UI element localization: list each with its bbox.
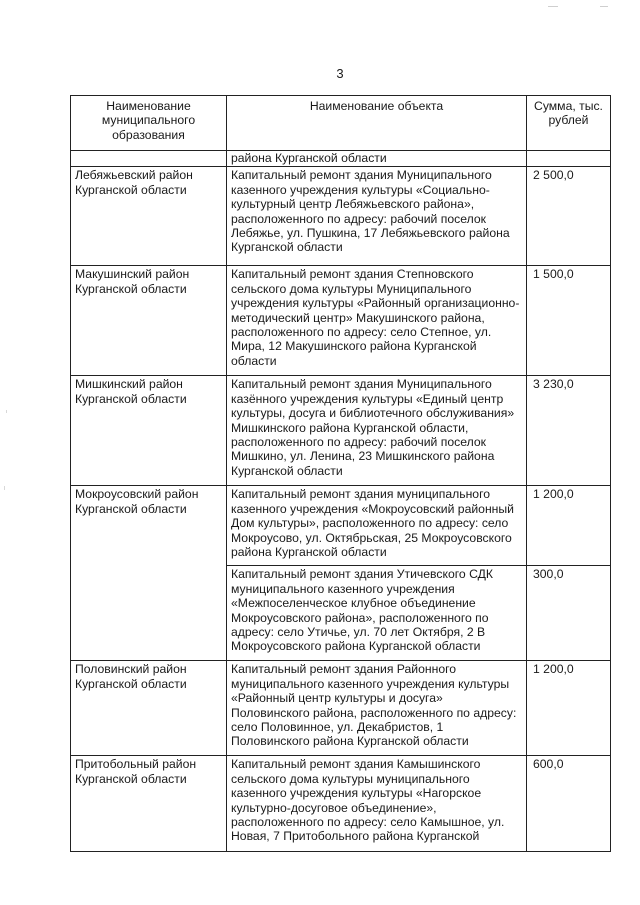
cell-sum: 2 500,0 [527,167,611,266]
table-row [71,151,611,167]
cell-object: Капитальный ремонт здания муниципального казенного учреждения «Мокроусовский районный Дом культуры», расположенного по адресу: село Мокроусово, ул. Октябрьская, 25 Мокроусовского района Курганской области [227,486,527,566]
scan-mark [600,6,608,7]
cell-sum [527,151,611,167]
table-row [71,486,611,566]
cell-sum: 300,0 [527,566,611,661]
header-sum: Сумма, тыс. рублей [527,96,611,151]
cell-municipality: Лебяжьевский район Курганской области [71,167,227,266]
cell-sum: 600,0 [527,756,611,852]
cell-object: Капитальный ремонт здания Районного муниципального казенного учреждения культуры «Районный центр культуры и досуга» Половинского района, расположенного по адресу: село Половинное, ул. Декабристов, 1 Половинского района Курганской области [227,661,527,756]
cell-object: Капитальный ремонт здания Степновского сельского дома культуры Муниципального учреждения культуры «Районный организационно-методический центр» Макушинского района, расположенного по адресу: село Степное, ул. Мира, 12 Макушинского района Курганской области [227,266,527,376]
cell-object: Капитальный ремонт здания Утичевского СДК муниципального казенного учреждения «Межпоселенческое клубное объединение Мокроусовского района», расположенного по адресу: село Утичье, ул. 70 лет Октября, 2 В Мокроусовского района Курганской области [227,566,527,661]
scan-mark [4,486,5,490]
cell-sum: 1 200,0 [527,486,611,566]
table-row [71,661,611,756]
scan-mark [548,6,558,7]
cell-sum: 3 230,0 [527,376,611,486]
page-number: 3 [336,66,344,81]
table-row [71,756,611,852]
cell-object: Капитальный ремонт здания Муниципального казённого учреждения культуры «Единый центр культуры, досуга и библиотечного обслуживания» Мишкинского района Курганской области, расположенного по адресу: рабочий поселок Мишкино, ул. Ленина, 23 Мишкинского района Курганской области [227,376,527,486]
cell-municipality [71,151,227,167]
cell-sum: 1 500,0 [527,266,611,376]
table-row [71,376,611,486]
cell-sum: 1 200,0 [527,661,611,756]
cell-municipality: Мокроусовский район Курганской области [71,486,227,661]
cell-municipality: Макушинский район Курганской области [71,266,227,376]
cell-object: Капитальный ремонт здания Камышинского сельского дома культуры муниципального казенного учреждения культуры «Нагорское культурно-досуговое объединение», расположенного по адресу: село Камышное, ул. Новая, 7 Притобольного района Курганской [227,756,527,852]
scan-mark [6,410,7,413]
cell-object: района Курганской области [227,151,527,167]
table-row [71,266,611,376]
table-row [71,167,611,266]
cell-municipality: Мишкинский район Курганской области [71,376,227,486]
cell-municipality: Притобольный район Курганской области [71,756,227,852]
table-header-row [71,96,611,151]
header-municipality: Наименование муниципального образования [71,96,227,151]
header-object: Наименование объекта [227,96,527,151]
cell-municipality: Половинский район Курганской области [71,661,227,756]
funding-table [70,95,611,852]
cell-object: Капитальный ремонт здания Муниципального казенного учреждения культуры «Социально-культурный центр Лебяжьевского района», расположенного по адресу: рабочий поселок Лебяжье, ул. Пушкина, 17 Лебяжьевского района Курганской области [227,167,527,266]
